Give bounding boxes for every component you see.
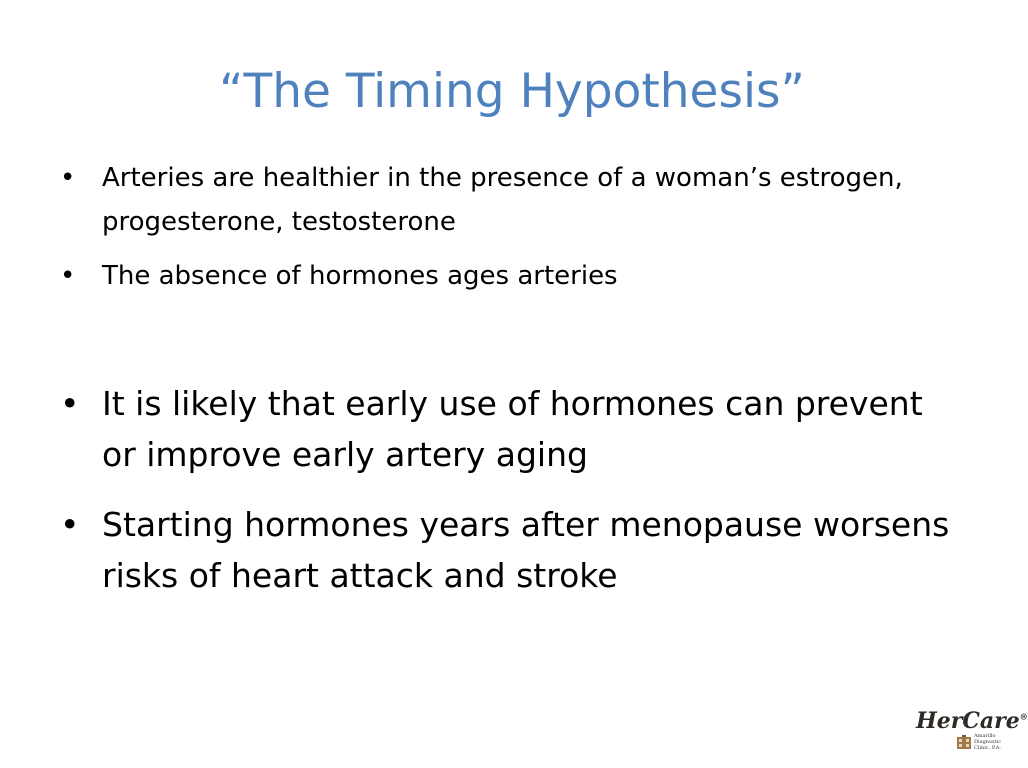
building-icon	[956, 734, 972, 750]
bullet-icon: •	[60, 505, 80, 544]
bullet-text: Arteries are healthier in the presence of a woman’s estrogen, progesterone, testosterone	[102, 163, 903, 237]
bullet-item	[60, 499, 960, 601]
hercare-logo	[916, 706, 1028, 752]
bullet-text: The absence of hormones ages arteries	[102, 261, 618, 291]
bullet-text: It is likely that early use of hormones can prevent or improve early artery aging	[102, 384, 923, 474]
bullet-item	[60, 378, 960, 480]
bullet-icon: •	[60, 384, 80, 423]
bullet-item	[60, 254, 960, 298]
logo-subtitle: Amarillo Diagnostic Clinic, P.A.	[974, 733, 1001, 751]
bullet-list-small	[60, 156, 960, 298]
bullet-list-large	[60, 378, 960, 601]
bullet-icon: •	[60, 261, 76, 291]
bullet-item	[60, 156, 960, 244]
logo-wordmark: HerCare®	[916, 708, 1028, 734]
bullet-icon: •	[60, 163, 76, 193]
bullet-text: Starting hormones years after menopause worsens risks of heart attack and stroke	[102, 505, 950, 595]
slide-title: “The Timing Hypothesis”	[219, 64, 805, 119]
